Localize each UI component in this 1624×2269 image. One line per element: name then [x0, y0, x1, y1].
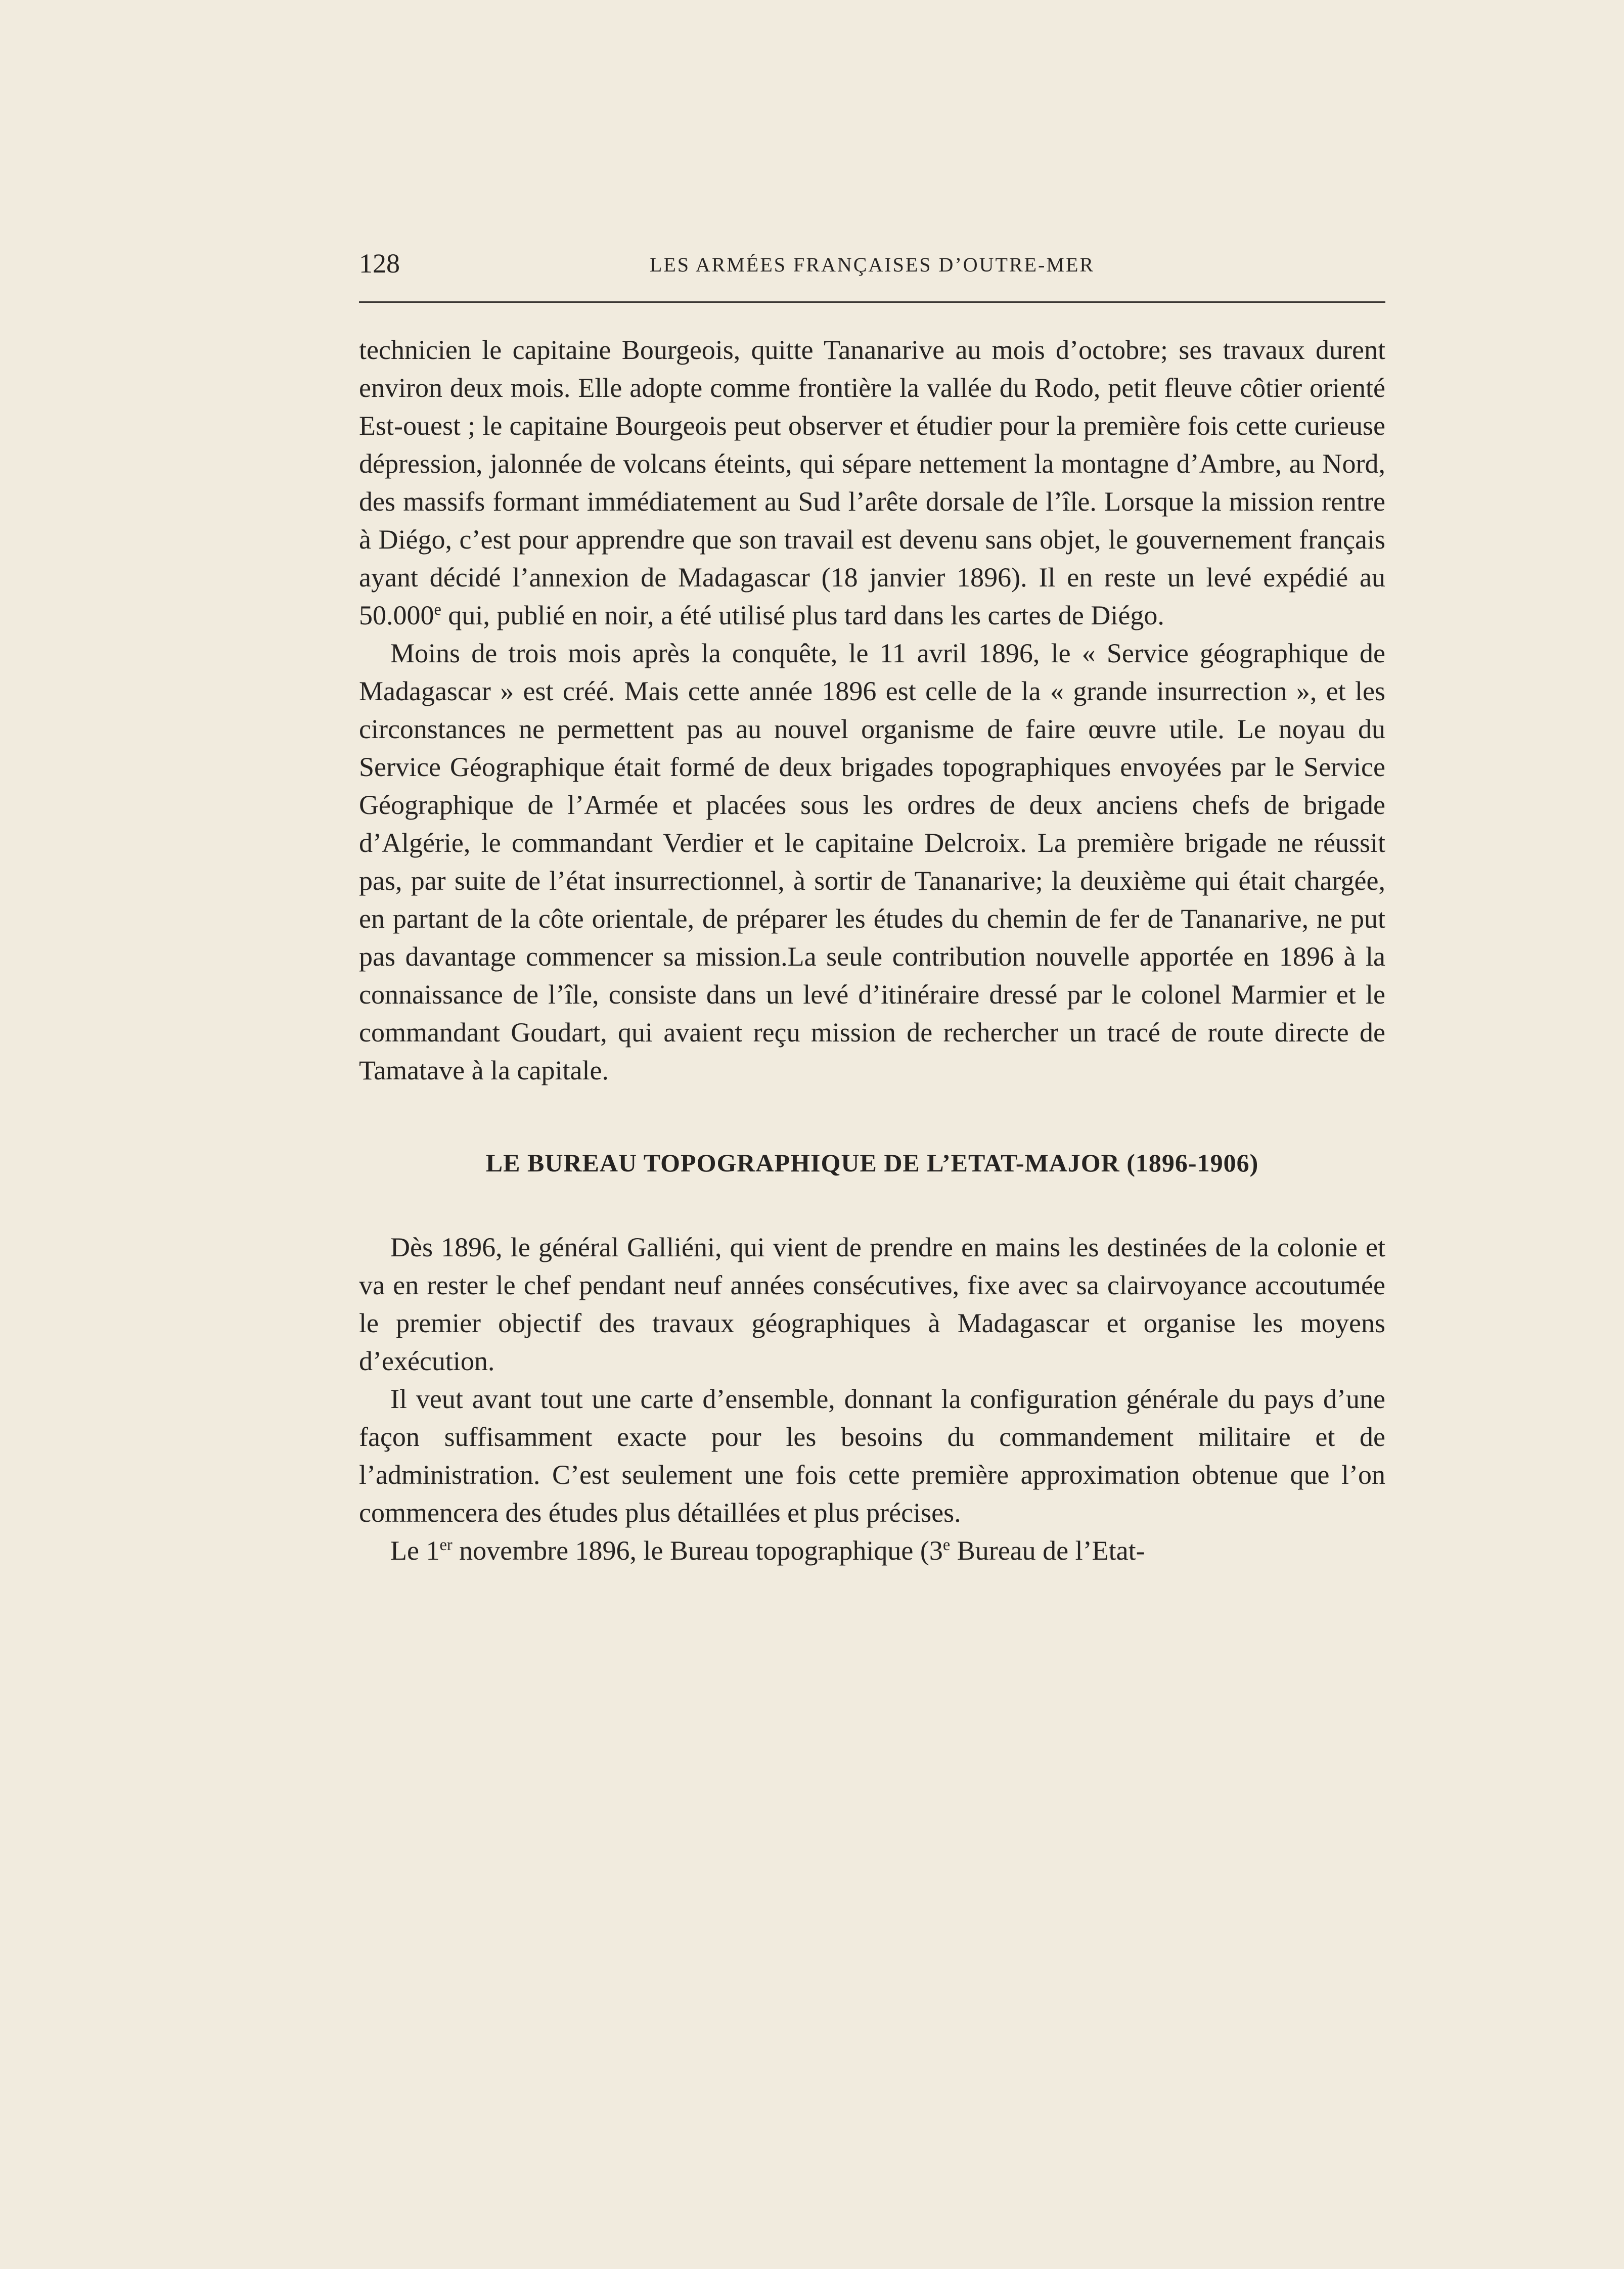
paragraph-text: Le 1 — [390, 1535, 440, 1566]
paragraph-bureau-topographique — [359, 1532, 1385, 1570]
paragraph-text: novembre 1896, le Bureau topographique (3 — [452, 1535, 943, 1566]
page-body — [359, 331, 1385, 1570]
superscript: e — [942, 1536, 951, 1554]
superscript: er — [439, 1536, 453, 1554]
section-heading: LE BUREAU TOPOGRAPHIQUE DE L’ETAT-MAJOR (1896-1906) — [485, 1149, 1259, 1177]
paragraph-text: technicien le capitaine Bourgeois, quitte Tananarive au mois d’octobre; ses travaux durent environ deux mois. Elle adopte comme frontière la vallée du Rodo, petit fleuve côtier orienté Est-ouest ; le capitaine Bourgeois peut observer et étudier pour la première fois cette curieuse dépression, jalonnée de volcans éteints, qui sépare nettement la montagne d’Ambre, au Nord, des massifs formant immédiatement au Sud l’arête dorsale de l’île. Lorsque la mission rentre à Diégo, c’est pour apprendre que son travail est devenu sans objet, le gouvernement français ayant décidé l’annexion de Madagascar (18 janvier 1896). Il en reste un levé expédié au 50.000 — [359, 335, 1385, 630]
paragraph-text: qui, publié en noir, a été utilisé plus tard dans les cartes de Diégo. — [441, 600, 1164, 630]
superscript: e — [434, 601, 441, 619]
header-rule — [359, 301, 1385, 303]
paragraph-text: Bureau de l’Etat- — [950, 1535, 1145, 1566]
paragraph-gallieni: Dès 1896, le général Galliéni, qui vient de prendre en mains les destinées de la colonie et va en rester le chef pendant neuf années consécutives, fixe avec sa clairvoyance accoutumée le premier objectif des travaux géographiques à Madagascar et organise les moyens d’exécution. — [359, 1232, 1385, 1376]
running-title: LES ARMÉES FRANÇAISES D’OUTRE-MER — [649, 253, 1095, 276]
paragraph-service-geographique: Moins de trois mois après la conquête, le 11 avril 1896, le « Service géographique de Madagascar » est créé. Mais cette année 1896 est celle de la « grande insurrection », et les circonstances ne permettent pas au nouvel organisme de faire œuvre utile. Le noyau du Service Géographique était formé de deux brigades topographiques envoyées par le Service Géographique de l’Armée et placées sous les ordres de deux anciens chefs de brigade d’Algérie, le commandant Verdier et le capitaine Delcroix. La première brigade ne réussit pas, par suite de l’état insurrectionnel, à sortir de Tananarive; la deuxième qui était chargée, en partant de la côte orientale, de préparer les études du chemin de fer de Tananarive, ne put pas davantage commencer sa mission.La seule contribution nouvelle apportée en 1896 à la connaissance de l’île, consiste dans un levé d’itinéraire dressé par le colonel Marmier et le commandant Goudart, qui avaient reçu mission de rechercher un tracé de route directe de Tamatave à la capitale. — [359, 638, 1385, 1085]
page-number: 128 — [359, 248, 400, 279]
paragraph-carte-ensemble: Il veut avant tout une carte d’ensemble, donnant la configuration générale du pays d’une façon suffisamment exacte pour les besoins du commandement militaire et de l’administration. C’est seulement une fois cette première approximation obtenue que l’on commencera des études plus détaillées et plus précises. — [359, 1384, 1385, 1528]
page-header — [359, 246, 1385, 281]
paragraph-continued — [359, 331, 1385, 634]
